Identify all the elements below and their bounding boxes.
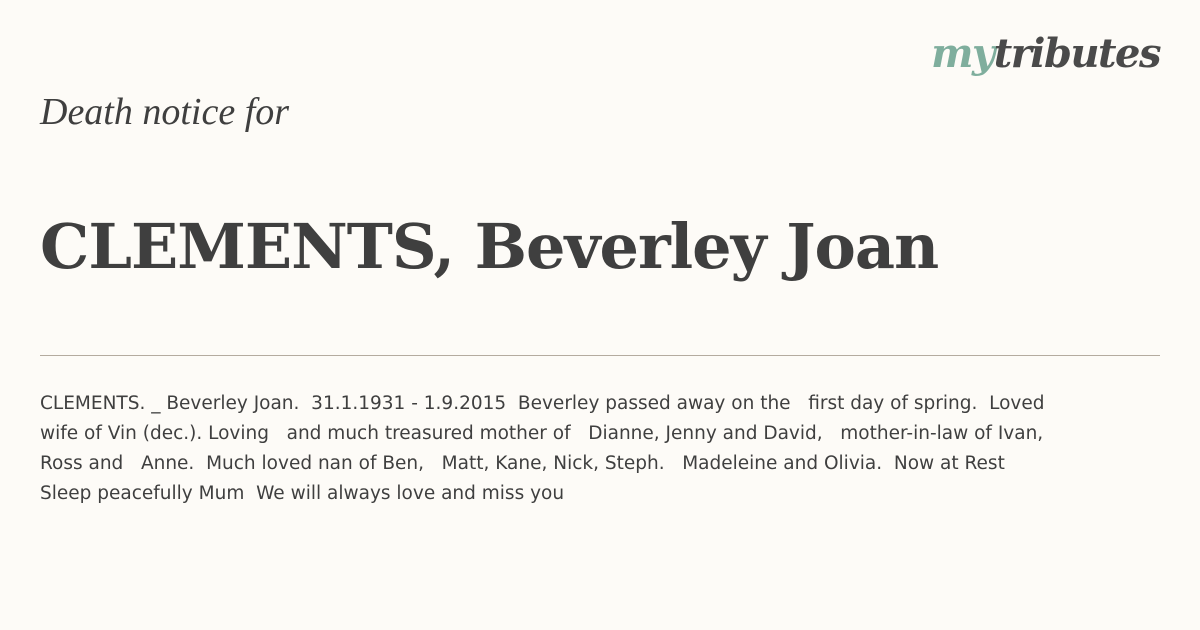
- logo-my: my: [931, 30, 994, 77]
- logo-tributes: tributes: [993, 30, 1160, 77]
- notice-text: [40, 389, 1150, 509]
- notice-line: Ross and Anne. Much loved nan of Ben, Matt, Kane, Nick, Steph. Madeleine and Olivia. Now at Rest: [40, 453, 1005, 474]
- page-subtitle: Death notice for: [40, 91, 290, 133]
- notice-line: wife of Vin (dec.). Loving and much treasured mother of Dianne, Jenny and David, mother-in-law of Ivan,: [40, 423, 1044, 444]
- notice-line: CLEMENTS. _ Beverley Joan. 31.1.1931 - 1.9.2015 Beverley passed away on the first day of spring. Loved: [40, 393, 1045, 414]
- notice-line: Sleep peacefully Mum We will always love and miss you: [40, 483, 565, 504]
- divider: [40, 355, 1160, 356]
- deceased-name: CLEMENTS, Beverley Joan: [40, 210, 939, 283]
- mytributes-logo[interactable]: [931, 30, 1160, 77]
